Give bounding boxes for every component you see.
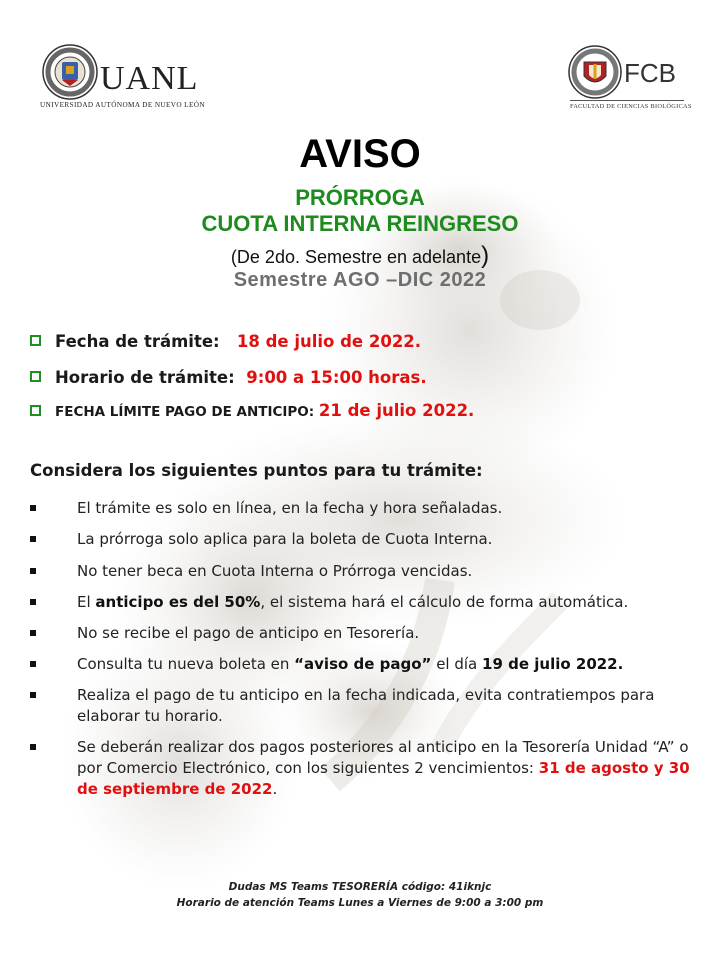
checklist-value: 18 de julio de 2022. xyxy=(236,332,422,351)
text-run-bold: 19 de julio 2022. xyxy=(482,655,624,673)
uanl-logo xyxy=(38,44,238,116)
semester-scope-note xyxy=(0,242,720,270)
bullet-icon xyxy=(30,599,36,605)
fcb-seal-icon xyxy=(568,44,622,100)
uanl-subtitle: UNIVERSIDAD AUTÓNOMA DE NUEVO LEÓN xyxy=(40,101,205,109)
checklist-label: FECHA LÍMITE PAGO DE ANTICIPO: xyxy=(55,404,315,420)
text-run: El xyxy=(77,593,96,611)
checklist-item-date xyxy=(30,332,421,351)
list-item-text: La prórroga solo aplica para la boleta de Cuota Interna. xyxy=(77,530,493,548)
scope-note-text: (De 2do. Semestre en adelante xyxy=(230,247,482,267)
points-heading: Considera los siguientes puntos para tu trámite: xyxy=(30,461,483,480)
text-run: . xyxy=(272,780,278,798)
bullet-icon xyxy=(30,630,36,636)
footer-teams-hours: Horario de atención Teams Lunes a Viernes de 9:00 a 3:00 pm xyxy=(176,897,544,909)
fcb-divider xyxy=(570,100,684,101)
checklist-item-deadline xyxy=(30,401,474,420)
bullet-icon xyxy=(30,505,36,511)
checkbox-icon xyxy=(30,405,41,416)
text-run: Consulta tu nueva boleta en xyxy=(77,655,295,673)
bullet-icon xyxy=(30,744,36,750)
text-run-red: 31 de agosto y 30 de septiembre de 2022 xyxy=(77,759,690,798)
list-item-text: El trámite es solo en línea, en la fecha y hora señaladas. xyxy=(77,499,503,517)
checklist-label: Fecha de trámite: xyxy=(55,332,220,351)
fcb-subtitle: FACULTAD DE CIENCIAS BIOLÓGICAS xyxy=(570,103,692,110)
uanl-seal-icon xyxy=(42,44,98,100)
notice-subtitle-cuota: CUOTA INTERNA REINGRESO xyxy=(201,211,519,236)
bullet-icon xyxy=(30,536,36,542)
list-item-text xyxy=(77,592,697,613)
semester-label: Semestre AGO –DIC 2022 xyxy=(233,269,487,291)
bullet-icon xyxy=(30,692,36,698)
text-run: , el sistema hará el cálculo de forma automática. xyxy=(260,593,629,611)
checklist-value: 21 de julio 2022. xyxy=(318,401,475,420)
list-item-text: Realiza el pago de tu anticipo en la fecha indicada, evita contratiempos para elaborar tu horario. xyxy=(77,686,655,725)
text-run: el día xyxy=(431,655,483,673)
fcb-wordmark: FCB xyxy=(624,58,676,88)
checkbox-icon xyxy=(30,335,41,346)
notice-subtitle-prorroga: PRÓRROGA xyxy=(295,185,425,210)
uanl-wordmark: UANL xyxy=(100,60,199,97)
checklist-label: Horario de trámite: xyxy=(55,368,235,387)
checklist-value: 9:00 a 15:00 horas. xyxy=(246,368,427,387)
footer-teams-code: Dudas MS Teams TESORERÍA código: 41iknjc xyxy=(228,881,492,893)
bullet-icon xyxy=(30,568,36,574)
list-item-text xyxy=(77,737,697,800)
bullet-icon xyxy=(30,661,36,667)
list-item-text xyxy=(77,654,697,675)
checkbox-icon xyxy=(30,371,41,382)
list-item-text: No se recibe el pago de anticipo en Tesorería. xyxy=(77,624,420,642)
notice-title: AVISO xyxy=(299,132,421,176)
scope-note-close: ) xyxy=(481,242,490,269)
fcb-logo xyxy=(568,44,693,114)
text-run: Se deberán realizar dos pagos posteriores al anticipo en la Tesorería Unidad “A” o por Comercio Electrónico, con los siguientes 2 vencimientos: xyxy=(77,738,689,777)
checklist-item-schedule xyxy=(30,368,427,387)
list-item-text: No tener beca en Cuota Interna o Prórroga vencidas. xyxy=(77,562,473,580)
text-run-bold: anticipo es del 50% xyxy=(95,593,261,611)
text-run-bold: “aviso de pago” xyxy=(294,655,432,673)
